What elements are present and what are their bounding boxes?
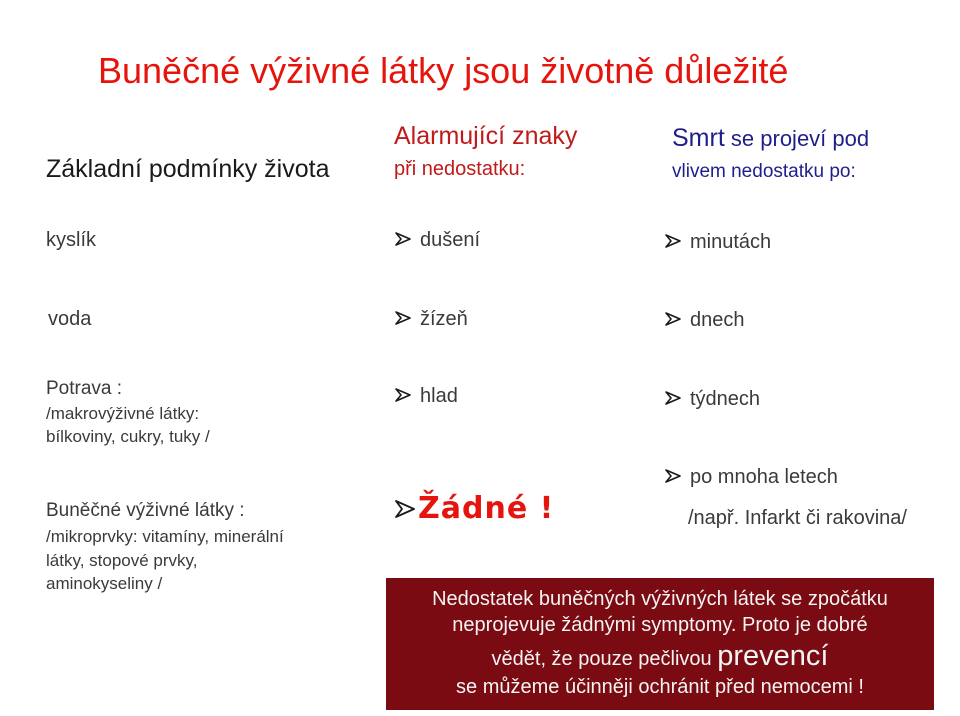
condition-food-list: bílkoviny, cukry, tuky / xyxy=(46,427,210,446)
condition-water: voda xyxy=(48,308,92,330)
condition-cell-nutrients-line2: /mikroprvky: vitamíny, minerální xyxy=(46,527,284,546)
callout-line-2: neprojevuje žádnými symptomy. Proto je dobré xyxy=(452,614,868,636)
arrow-bullet-icon xyxy=(664,468,682,484)
time-oxygen xyxy=(664,231,771,254)
header-death-rest: se projeví pod xyxy=(730,126,870,151)
header-basic-conditions: Základní podmínky života xyxy=(46,155,330,183)
header-alarming-signs-sub: při nedostatku: xyxy=(394,158,526,180)
sign-food xyxy=(394,385,458,408)
condition-food-macro: /makrovýživné látky: xyxy=(46,404,200,423)
sign-cell-nutrients xyxy=(394,491,554,526)
callout-line-3 xyxy=(386,640,934,673)
sign-water-text: žízeň xyxy=(420,308,468,330)
sign-food-text: hlad xyxy=(420,385,458,407)
callout-line-4: se můžeme účinněji ochránit před nemocemi ! xyxy=(456,676,864,698)
arrow-bullet-icon xyxy=(394,499,416,519)
condition-cell-nutrients-line3: látky, stopové prvky, xyxy=(46,551,198,570)
sign-cell-nutrients-text: Žádné ! xyxy=(418,491,555,526)
condition-cell-nutrients-line4: aminokyseliny / xyxy=(46,574,163,593)
sign-oxygen-text: dušení xyxy=(420,229,481,251)
arrow-bullet-icon xyxy=(394,231,412,247)
header-death-word: Smrt xyxy=(672,124,725,152)
page-title: Buněčné výživné látky jsou životně důležité xyxy=(98,50,789,91)
time-cell-nutrients-text: po mnoha letech xyxy=(690,466,838,488)
time-cell-nutrients xyxy=(664,466,838,489)
header-death xyxy=(672,124,869,153)
time-water xyxy=(664,309,745,332)
header-death-sub: vlivem nedostatku po: xyxy=(672,161,856,182)
condition-cell-nutrients-title: Buněčné výživné látky : xyxy=(46,500,245,521)
prevention-callout xyxy=(386,578,934,710)
callout-prevention-word: prevencí xyxy=(717,640,829,672)
time-oxygen-text: minutách xyxy=(690,231,772,253)
condition-food-title: Potrava : xyxy=(46,378,123,399)
arrow-bullet-icon xyxy=(664,233,682,249)
time-food xyxy=(664,388,760,411)
condition-oxygen: kyslík xyxy=(46,229,96,251)
callout-line-3-text: vědět, že pouze pečlivou xyxy=(491,648,712,670)
arrow-bullet-icon xyxy=(664,390,682,406)
sign-oxygen xyxy=(394,229,480,252)
arrow-bullet-icon xyxy=(394,310,412,326)
time-food-text: týdnech xyxy=(690,388,761,410)
time-water-text: dnech xyxy=(690,309,745,331)
arrow-bullet-icon xyxy=(394,387,412,403)
callout-line-1: Nedostatek buněčných výživných látek se zpočátku xyxy=(432,588,888,610)
sign-water xyxy=(394,308,468,331)
arrow-bullet-icon xyxy=(664,311,682,327)
time-cell-nutrients-example: /např. Infarkt či rakovina/ xyxy=(688,507,907,529)
header-alarming-signs: Alarmující znaky xyxy=(394,122,578,150)
